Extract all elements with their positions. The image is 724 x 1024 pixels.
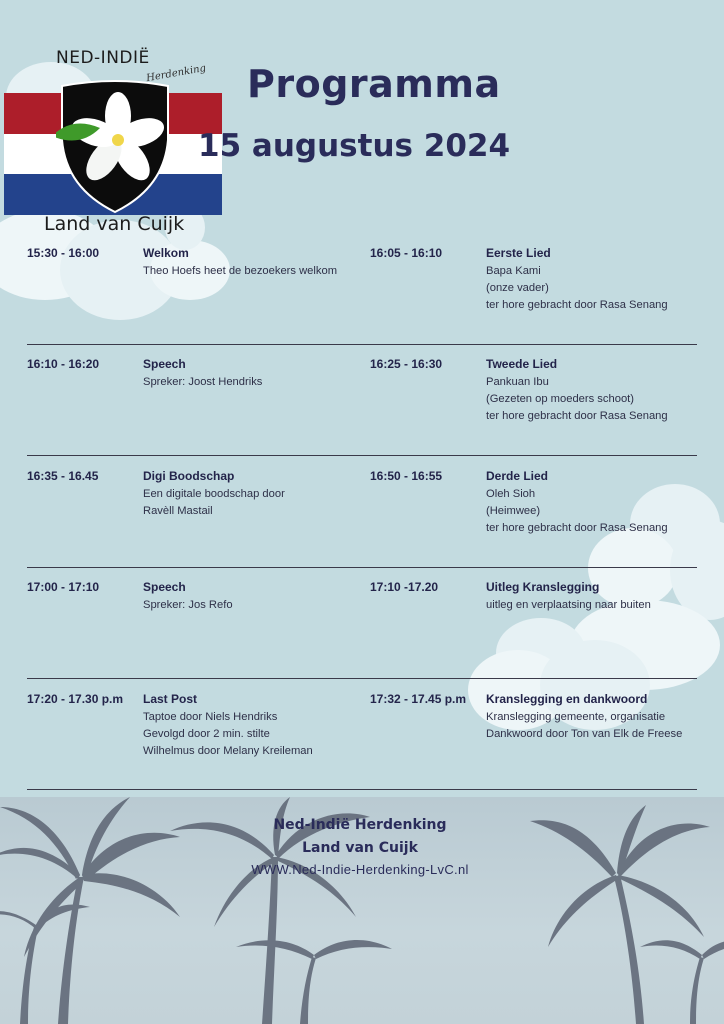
logo bbox=[4, 48, 224, 238]
item-time: 16:10 - 16:20 bbox=[27, 357, 100, 371]
item-time: 16:25 - 16:30 bbox=[370, 357, 443, 371]
item-details bbox=[486, 263, 724, 314]
item-time: 16:50 - 16:55 bbox=[370, 469, 443, 483]
footer-title bbox=[210, 814, 510, 860]
event-date: 15 augustus 2024 bbox=[198, 128, 511, 164]
item-time: 17:10 -17.20 bbox=[370, 580, 439, 594]
item-details bbox=[143, 486, 393, 520]
item-heading: Welkom bbox=[143, 246, 189, 260]
item-heading: Speech bbox=[143, 357, 186, 371]
item-line: Een digitale boodschap door bbox=[143, 488, 285, 500]
row-divider bbox=[27, 344, 697, 345]
item-time: 17:20 - 17.30 p.m bbox=[27, 692, 124, 706]
item-heading: Last Post bbox=[143, 692, 198, 706]
item-heading: Kranslegging en dankwoord bbox=[486, 692, 648, 706]
item-details bbox=[143, 374, 393, 391]
item-line: Kranslegging gemeente, organisatie bbox=[486, 711, 666, 723]
item-details bbox=[486, 709, 724, 743]
item-line: Wilhelmus door Melany Kreileman bbox=[143, 745, 313, 757]
item-line: Taptoe door Niels Hendriks bbox=[143, 711, 278, 723]
item-heading: Eerste Lied bbox=[486, 246, 551, 260]
page-title: Programma bbox=[247, 62, 501, 106]
item-details bbox=[486, 374, 724, 425]
item-line: (Heimwee) bbox=[486, 505, 541, 517]
row-divider bbox=[27, 789, 697, 790]
logo-title: NED-INDIË bbox=[56, 48, 150, 68]
item-line: ter hore gebracht door Rasa Senang bbox=[486, 299, 668, 311]
row-divider bbox=[27, 455, 697, 456]
item-line: uitleg en verplaatsing naar buiten bbox=[486, 599, 651, 611]
row-divider bbox=[27, 678, 697, 679]
row-divider bbox=[27, 567, 697, 568]
item-heading: Derde Lied bbox=[486, 469, 549, 483]
item-line: Bapa Kami bbox=[486, 265, 541, 277]
item-line: Pankuan Ibu bbox=[486, 376, 549, 388]
footer-place: Land van Cuijk bbox=[302, 840, 418, 856]
item-time: 15:30 - 16:00 bbox=[27, 246, 100, 260]
item-line: (onze vader) bbox=[486, 282, 549, 294]
item-details bbox=[143, 597, 393, 614]
item-heading: Tweede Lied bbox=[486, 357, 558, 371]
item-time: 17:32 - 17.45 p.m bbox=[370, 692, 467, 706]
item-line: (Gezeten op moeders schoot) bbox=[486, 393, 634, 405]
item-time: 16:35 - 16.45 bbox=[27, 469, 99, 483]
item-details bbox=[143, 709, 393, 760]
logo-place: Land van Cuijk bbox=[44, 213, 185, 235]
website-link[interactable]: WWW.Ned-Indie-Herdenking-LvC.nl bbox=[251, 862, 469, 877]
footer-org-name: Ned-Indië Herdenking bbox=[273, 817, 447, 833]
item-line: ter hore gebracht door Rasa Senang bbox=[486, 410, 668, 422]
item-time: 16:05 - 16:10 bbox=[370, 246, 443, 260]
item-line: ter hore gebracht door Rasa Senang bbox=[486, 522, 668, 534]
item-details bbox=[143, 263, 393, 280]
item-line: Gevolgd door 2 min. stilte bbox=[143, 728, 270, 740]
item-details bbox=[486, 486, 724, 537]
item-heading: Speech bbox=[143, 580, 186, 594]
item-line: Theo Hoefs heet de bezoekers welkom bbox=[143, 265, 338, 277]
item-heading: Uitleg Kranslegging bbox=[486, 580, 600, 594]
item-details bbox=[486, 597, 724, 614]
shield-icon bbox=[56, 78, 174, 216]
item-heading: Digi Boodschap bbox=[143, 469, 235, 483]
item-line: Dankwoord door Ton van Elk de Freese bbox=[486, 728, 683, 740]
item-line: Ravèll Mastail bbox=[143, 505, 213, 517]
item-time: 17:00 - 17:10 bbox=[27, 580, 100, 594]
item-line: Spreker: Jos Refo bbox=[143, 599, 233, 611]
logo-script: Herdenking bbox=[145, 62, 207, 85]
item-line: Oleh Sioh bbox=[486, 488, 536, 500]
item-line: Spreker: Joost Hendriks bbox=[143, 376, 263, 388]
